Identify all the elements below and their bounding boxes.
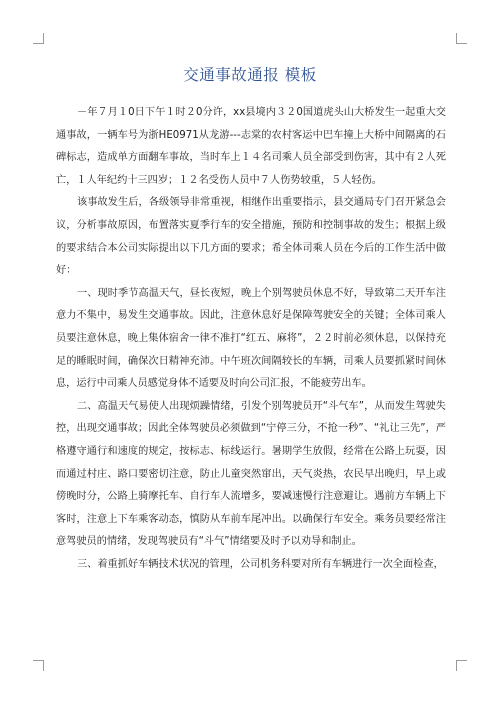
- document-title: 交通事故通报 模板: [183, 66, 317, 84]
- crop-mark-top-left: [33, 33, 44, 44]
- document-body: [56, 102, 446, 576]
- paragraph-driving-requirement: 二、高温天气易使人出现烦躁情绪，引发个别驾驶员开“斗气车”，从而发生驾驶失控，出现交通事故；因此全体驾驶员必须做到“宁停三分，不抢一秒”、“礼让三先”，严格遵守通行和速度的规定，按标志、标线运行。暑期学生放假，经常在公路上玩耍，因而通过村庄、路口要密切注意，防止儿童突然窜出，天气炎热，农民早出晚归，早上或傍晚时分，公路上骑摩托车、自行车人流增多，要减速慢行注意避让。遇前方车辆上下客时，注意上下车乘客动态，慎防从车前车尾冲出。以确保行车安全。乘务员要经常注意驾驶员的情绪，发现驾驶员有“斗气”情绪要及时予以劝导和制止。: [56, 400, 446, 548]
- crop-mark-bottom-left: [33, 660, 44, 671]
- paragraph-incident: －年７月１0日下午１时２0分许，xx县境内３２0国道虎头山大桥发生一起重大交通事故，一辆车号为浙HE0971从龙游---志棠的农村客运中巴车撞上大桥中间隔离的石碑标志，造成单方面翻车事故，当时车上１４名司乘人员全部受到伤害，其中有２人死亡，１人年纪约十三四岁；１２名受伤人员中７人伤势较重，５人轻伤。: [56, 107, 446, 186]
- paragraph-rest-requirement: 一、现时季节高温天气，昼长夜短，晚上个别驾驶员休息不好，导致第二天开车注意力不集中，易发生交通事故。因此，注意休息好是保障驾驶安全的关键；全体司乘人员要注意休息，晚上集体宿舍一律不准打“红五、麻将”，２２时前必须休息，以保持充足的睡眠时间，确保次日精神充沛。中午班次间隔较长的车辆，司乘人员要抓紧时间休息，运行中司乘人员感觉身体不适要及时向公司汇报，不能疲劳出车。: [56, 287, 446, 390]
- paragraph-vehicle-requirement: 三、着重抓好车辆技术状况的管理，公司机务科要对所有车辆进行一次全面检查，: [77, 558, 444, 570]
- crop-mark-top-right: [456, 33, 467, 44]
- paragraph-response: 该事故发生后，各级领导非常重视，相继作出重要指示，县交通局专门召开紧急会议，分析事故原因，布置落实夏季行车的安全措施，预防和控制事故的发生；根据上级的要求结合本公司实际提出以下几方面的要求；希全体司乘人员在今后的工作生活中做好：: [56, 197, 446, 277]
- crop-mark-bottom-right: [456, 660, 467, 671]
